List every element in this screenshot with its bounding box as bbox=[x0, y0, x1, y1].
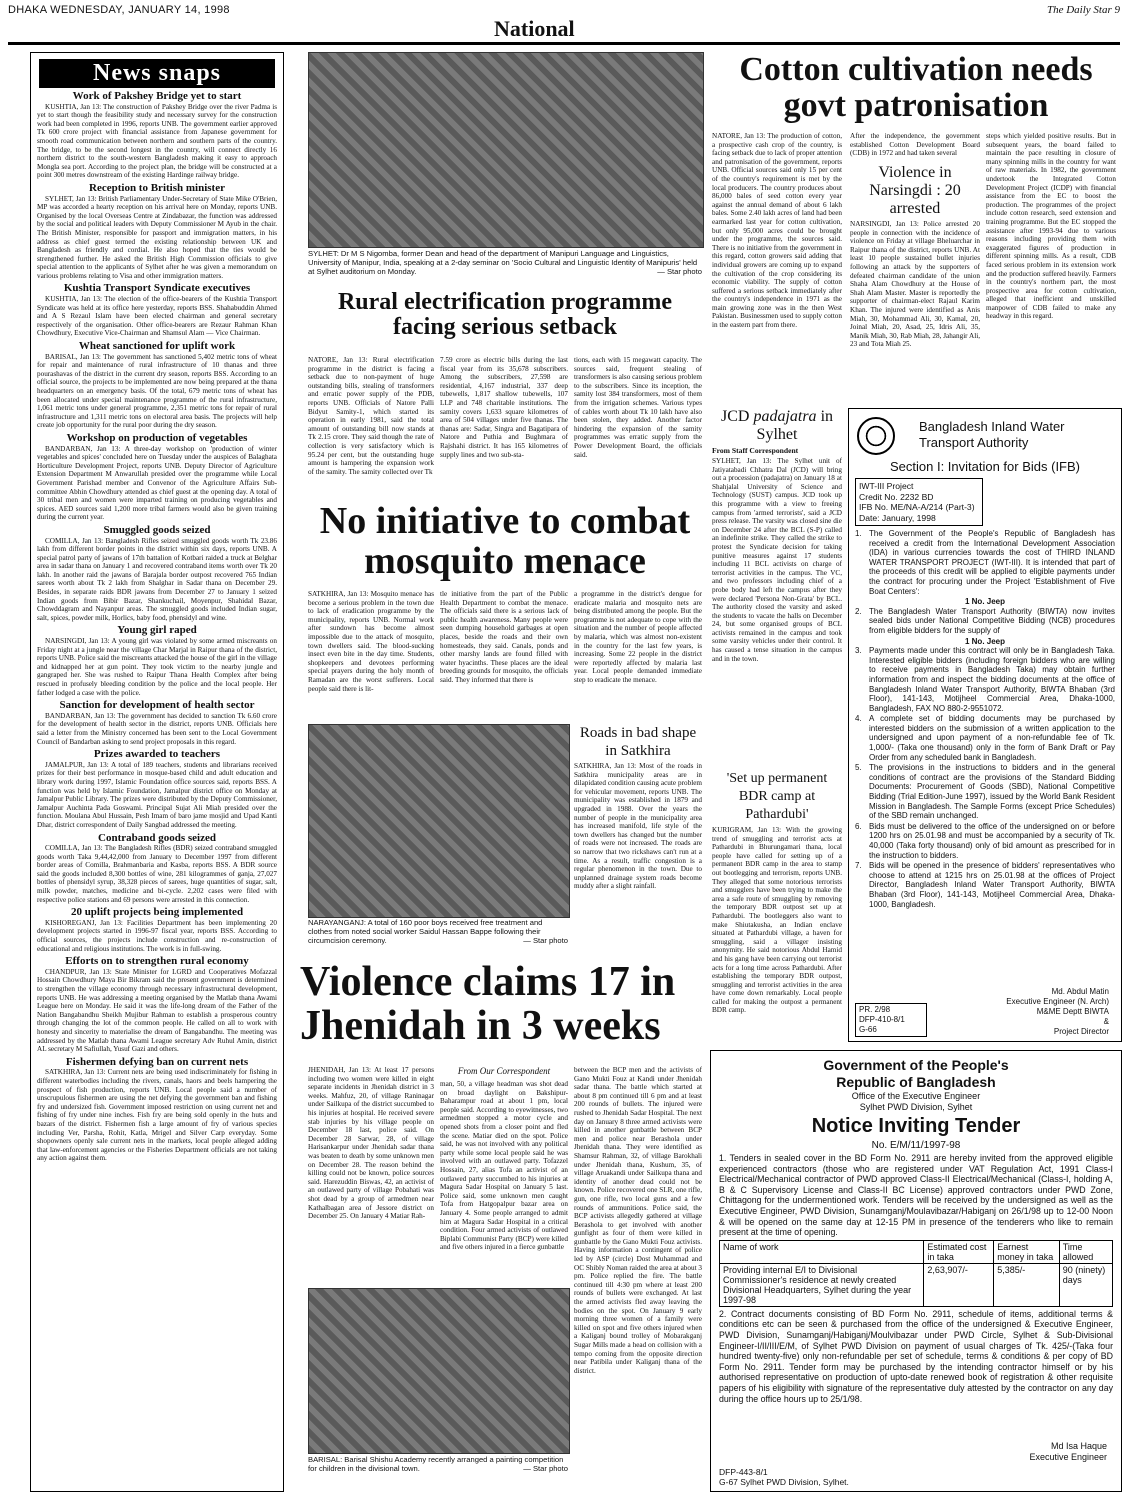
snap-body: SATKHIRA, Jan 13: Current nets are being used indiscriminately for fishing in different waterbodies including the rivers, canals, haors and beels hampering the prospect of fish production, reports UNB. Local people said a number of unscrupulous fishermen are using the net defying the government ban and fishing fry and undersized fish. Government imposed restriction on using current net and fishing of fry under nine inches. Fish fry are being sold openly in the huts and bazars of the district. Fishermen fish a large amount of fry of various species including Ver, Parsha, Rohit, Katla, Mrigel and Silver Carp everyday. Some shopowners openly sale current nets in the markets, local people alleged adding that law-enforcement agencies or the Fisheries Department officials are not taking any action against them. bbox=[37, 1068, 277, 1163]
snap-headline: Sanction for development of health sector bbox=[59, 699, 255, 712]
snap-headline: Kushtia Transport Syndicate executives bbox=[63, 282, 251, 295]
snap-body: BANDARBAN, Jan 13: The government has decided to sanction Tk 6.60 crore for the development of health sector in the district, reports UNB. Officials here said a letter from the Ministry concerned has been sent to the Local Government Council of Bandarban asking to send project proposals in this regard. bbox=[37, 711, 277, 746]
pwd-gov: Government of the People's Republic of Bangladesh bbox=[823, 1057, 1009, 1090]
pwd-para-2: 2. Contract documents consisting of BD Form No. 2911, schedule of items, additional terms & conditions etc can be seen & purchased from the office of the undersigned & Executive Engineer, PWD Division, Sunamganj/Habiganj/Moulvibazar under PWD Circle, Sylhet & Sub-Divisional Engineer-I/II/III/E/M, of Sylhet PWD Division on payment of usual charges of Tk. 425/-(Taka four hundred twenty-five) only non-refundable per set of schedule, terms & conditions & per copy of BD Form No. 2911. Tender form may be purchased by the intending contractor himself or by his authorised representative on production of upto-date renewed book of registration & other requisite papers of his eligibility with signature of the representative duly attested by the contractor on any day during the office hours up to 25/1/98. bbox=[719, 1308, 1113, 1404]
pwd-office: Office of the Executive Engineer Sylhet PWD Division, Sylhet bbox=[851, 1091, 981, 1112]
snap-headline: Prizes awarded to teachers bbox=[93, 748, 221, 761]
biwta-ifb-ad bbox=[848, 408, 1122, 1042]
biwta-clause: 2. The Bangladesh Water Transport Authority (BIWTA) now invites sealed bids under National Competitive Bidding (NCB) procedures from eligible bidders for the supply of bbox=[855, 606, 1115, 635]
biwta-meta-line: IFB No. ME/NA-A/214 (Part-3) bbox=[859, 502, 975, 512]
seminar-photo bbox=[308, 52, 704, 248]
biwta-clause: 3. Payments made under this contract will only be in Bangladesh Taka. Interested eligible bidders (including foreign bidders who are willing to receive payments in Bangladesh Taka) may obtain further information from and inspect the bidding documents at the office of Bangladesh Inland Water Transport Authority, BIWTA Bhaban (3rd Floor), 141-143, Motijheel Commercial Area, Dhaka-1000, Bangladesh, FAX NO 880-2-9551072. bbox=[855, 646, 1115, 713]
news-snaps-box bbox=[30, 52, 284, 1492]
rural-col-1: NATORE, Jan 13: Rural electrification programme in the district is facing a setback due to non-payment of huge outstanding bills, stealing of transformers and erratic power supply of the PDB, reports UNB. Officials of Natore Palli Bidyut Samity-1, which started its operation in early 1981, said the total amount of outstanding bill now stands at Tk 2.15 crore. They said though the rate of collection is very satisfactory which is 95.24 per cent, but the outstanding huge amount is hampering the expansion work of the samity. The samity collected over Tk bbox=[308, 356, 434, 476]
snap-body: COMILLA, Jan 13: Bangladesh Rifles seized smuggled goods worth Tk 23.86 lakh from different border points in the district within six days, reports UNB. A special patrol party of jawans of 17th battalion of Kotbari raided a truck at Belghar area in sadar thana on January 1 and recovered contraband items worth over Tk 20 lakh. In another raid the jawans of Barajala border outpost recovered 765 Indian sarees worth about Tk 2 lakh from Shalghar in Sadar thana on December 29. Besides, in separate raids BDR jawans from December 27 to January 1 seized Indian goods from Bibir Bazar, Shankuchail, Moyenpur, Shahidal Bazar, Chowddagram and Nayanpur areas. The smuggled goods included Indian sugar, salt, spices, powder milk, Horlics, baby food, phensidyl and wine. bbox=[37, 536, 277, 622]
snap-headline: Contraband goods seized bbox=[98, 831, 216, 844]
biwta-clauses bbox=[849, 526, 1121, 909]
biwta-org: Bangladesh Inland Water Transport Authority bbox=[919, 419, 1065, 450]
snap-headline: Smuggled goods seized bbox=[103, 523, 211, 536]
barisal-photo bbox=[308, 1288, 570, 1454]
snap-headline: 20 uplift projects being implemented bbox=[70, 906, 244, 919]
biwta-meta bbox=[855, 478, 983, 526]
roads-body: SATKHIRA, Jan 13: Most of the roads in Satkhira municipality areas are in dilapidated condition causing acute problem for vehicular movement, reports UNB. The municipality was established in 1879 and upgraded in 1988. Over the years the number of people in the municipality area has increased manifold, life style of the town dwellers has changed but the number of roads were not increased. The roads are so narrow that two rickshaws can't run at a time. As a result, traffic congestion is a regular phenomenon in the town. Due to unplanned drainage system roads become muddy after a slight rainfall. bbox=[574, 762, 702, 891]
biwta-ref bbox=[855, 1003, 927, 1037]
pwd-tender-ad bbox=[710, 1050, 1122, 1492]
seminar-photo-caption: SYLHET: Dr M S Nigomba, former Dean and head of the department of Manipuri Language and Linguistics, University of Manipur, India, speaking at a 2-day seminar on 'Socio Cultural and Linguistic Identity of Manipuris' held at Sylhet auditorium on Monday. — Star photo bbox=[308, 249, 702, 276]
news-snaps-title: News snaps bbox=[39, 59, 275, 88]
pwd-signature: Md Isa Haque Executive Engineer bbox=[1029, 1441, 1107, 1462]
news-snaps-list bbox=[31, 92, 283, 1163]
pwd-para-1: 1. Tenders in sealed cover in the BD Form No. 2911 are hereby invited from the approved eligible experienced contractors (those who are registered under VAT Regulation Act, 1991 Class-I Electrical/Mechanical contractor of PWD approved Class-II Electrical/Mechanical (Class-I, holding A, B & C Supervisory License and Class-II BC License) approved contractors under PWD Zone, Chittagong for the undermentioned work. Tenders will be received by the undersigned as well as the Executive Engineer, PWD Division, Sunamganj/Moulavibazar/Habiganj on 26/1/98 up to 12-00 Noon & will be opened on the same day at 12-15 PM in presence of the tenderers who like to remain present at the time of opening. bbox=[719, 1153, 1113, 1238]
pwd-table-cell: Providing internal E/I to Divisional Commissioner's residence at newly created Divisional Headquarters, Sylhet during the year 1997-98 bbox=[720, 1263, 924, 1306]
biwta-ref-line: DFP-410-8/1 bbox=[859, 1015, 905, 1024]
bdr-story bbox=[712, 770, 842, 1040]
bdr-headline: 'Set up permanent BDR camp at Pathardubi' bbox=[726, 771, 828, 822]
jcd-byline: From Staff Correspondent bbox=[712, 446, 799, 455]
section-title: National bbox=[488, 16, 581, 42]
biwta-logo-icon bbox=[857, 417, 895, 455]
snap-body: KUSHTIA, Jan 13: The construction of Pakshey Bridge over the river Padma is yet to start though the feasibility study and necessary survey for the construction work had been completed in 1996, reports UNB. The government earlier approved Tk 600 crore project with financial assistance from Japanese government for smooth road communication between northern and southern parts of the country. The bridge, to be the second longest in the country, will connect directly 16 northern district to the south-western Bangladesh making it easy to approach Mongla sea port. According to the project plan, the bridge will be constructed at a point 300 metres downstream of the existing Hardinge railway bridge. bbox=[37, 102, 277, 180]
biwta-signature bbox=[1006, 987, 1109, 1037]
cotton-headline: Cotton cultivation needs govt patronisation bbox=[739, 52, 1093, 124]
biwta-ref-line: G-66 bbox=[859, 1025, 877, 1034]
pwd-table-header: Time allowed bbox=[1059, 1240, 1112, 1263]
barisal-photo-caption: BARISAL: Barisal Shishu Academy recently arranged a painting competition for children in the divisional town. — Star photo bbox=[308, 1455, 568, 1473]
narayanganj-photo-caption: NARAYANGANJ: A total of 160 poor boys received free treatment and clothes from noted social worker Saidul Hassan Bappe following their circumcision ceremony. — Star photo bbox=[308, 918, 568, 945]
biwta-sign-line: M&ME Deptt BIWTA bbox=[1036, 1007, 1109, 1016]
biwta-item: 1 No. Jeep bbox=[964, 597, 1005, 607]
snap-body: SYLHET, Jan 13: British Parliamentary Under-Secretary of State Mike O'Brien, MP was accorded a hearty reception on his arrival here on Monday, reports UNB. Organised by the local Overseas Centre at Zindabazar, the function was addressed by the social and political leaders with Deputy Commissioner M Ayub in the chair. The British Minister, responsible for passport and immigration matters, in his address as chief guest termed the existing relationship between UK and Bangladesh as friendly and cordial. He also hoped that the ties would be strengthened further. He asked the British High Commission officials to give special attention to the applicants of Sylhet after he was given a memorandum on various problems relating to Visa and other immigration matters. bbox=[37, 194, 277, 280]
cotton-col-2: After the independence, the government established Cotton Development Board (CDB) in 1972 and had taken several bbox=[850, 132, 980, 158]
jcd-headline: JCD padajatra in Sylhet bbox=[720, 408, 834, 443]
narsingdi-body: NARSINGDI, Jan 13: Police arrested 20 people in connection with the incidence of violence on Friday at village Bheluarchar in Raipur thana of the district, reports UNB. At least 10 people sustained bullet injuries following an attack by the supporters of defeated chairman candidate of the union Shaha Alam Chowdhury at the House of Shah Alam Master. Master is reportedly the supporter of chairman-elect Rajaul Karim Khan. The injured were identified as Anis Miah, 30, Mohammad Ali, 30, Kamal, 20, Joinal Miah, 20, Asad, 25, Idris Ali, 35, Manik Miah, 30, Rab Miah, 28, Jahangir Ali, 23 and Tota Miah 25. bbox=[850, 220, 980, 349]
snap-headline: Wheat sanctioned for uplift work bbox=[78, 340, 236, 353]
mosquito-col-1: SATKHIRA, Jan 13: Mosquito menace has become a serious problem in the town due to lack of eradication programme by the municipality, reports UNB. Normal work after sundown has become almost impossible due to the attack of mosquito, town dwellers said. The blood-sucking insect even bite in the day time. Students, shopkeepers and devotees performing special prayers during the holy month of Ramadan are the worst sufferers. Local people said there is lit- bbox=[308, 590, 434, 693]
narayanganj-photo bbox=[308, 724, 570, 918]
cotton-col-3: steps which yielded positive results. But in subsequent years, the board failed to maintain the pace resulting in closure of many spinning mills in the country for want of raw materials. In 1982, the government undertook the Integrated Cotton Development Project (ICDP) with financial assistance from the EC to boost the production. The programmes of the project include cotton research, seed extension and training programme. But the EC stopped the assistance after 1993-94 due to various reasons including providing them with exaggerated figures of production in different spinning mills. As a result, CDB faced serious problem in its extension work and the production suffered heavily. Farmers in the country's northern part, the most prospective area for cotton cultivation, alleged that inefficient and unskilled manpower of CDB failed to make any headway in this regard. bbox=[986, 132, 1116, 321]
rural-col-2: 7.59 crore as electric bills during the last fiscal year from its 35,678 subscribers. Among the subscribers, 27,598 are residential, 4,167 industrial, 337 deep tubewells, 1,817 shallow tubewells, 107 LLP and 748 charitable institutions. The samity covers 1,633 square kilometres of area of 504 villages under five thanas. The thanas are: Sadar, Singra and Bagatipara of Natore and Puthia and Bughmara of Rajshahi district. It has 165 kilometres of supply lines and two sub-sta- bbox=[440, 356, 568, 459]
snap-body: BARISAL, Jan 13: The government has sanctioned 5,402 metric tons of wheat for repair and maintenance of rural infrastructure of 10 thanas and three pourashavas of the district in the current dry season, reports BSS. According to an official source, the projects to be implemented are now being prepared at the thana headquarters on an emergency basis. Of the total, 679 metric tons of wheat has been allocated under special maintenance programme of the rural infrastructure, 1,061 metric tons under general programme, 2,351 metric tons for repair of rural infrastructure and 1,311 metric tons on electoral area basis. The projects will help create job opportunity for the rural poor during the dry season. bbox=[37, 352, 277, 430]
biwta-item: 1 No. Jeep bbox=[964, 636, 1005, 646]
biwta-sign-line: Project Director bbox=[1053, 1027, 1109, 1036]
pwd-table-cell: 90 (ninety) days bbox=[1059, 1263, 1112, 1306]
bdr-body: KURIGRAM, Jan 13: With the growing trend of smuggling and terrorist acts at Pathardubi in Bhurungamari thana, local people have called for setting up of a permanent BDR camp in the area to stamp out bootlegging and terrorism, reports UNB. They alleged that some notorious terrorists and smugglers have been trying to make the area a safe route of smuggling by removing the temporary BDR outpost set up at Pathardubi. The bootleggers also want to make Shiutakusha, an Indian enclave situated at Pathardubi village, a haven for smuggling, said a villager insisting anonymity. He said notorious Abdul Hamid and his gang have been carrying out terrorist acts for a long time across Pathardubi. After establishing the temporary BDR outpost, smuggling and terrorist activities in the area have come down remarkably. Local people called for making the outpost a permanent BDR camp. bbox=[712, 826, 842, 1015]
biwta-clause: 5. The provisions in the instructions to bidders and in the general conditions of contract are the provisions of the Standard Bidding Documents: Procurement of Goods (SBD), National Competitive Bidding (Trial Edition-June 1997), issued by the World Bank Resident Mission in Bangladesh. The Sample Forms (except Price Schedules) of the SBD remain unchanged. bbox=[855, 763, 1115, 821]
paper-name: The Daily Star 9 bbox=[1046, 4, 1120, 16]
jhenidah-headline: Violence claims 17 in Jhenidah in 3 weeks bbox=[300, 960, 676, 1050]
snap-body: JAMALPUR, Jan 13: A total of 189 teachers, students and librarians received prizes for their best performance in mosque-based child and adult education and library work during 1997, Islamic Foundation office sources said, reports BSS. A function was held by Islamic Foundation, Jamalpur district office on Monday at Jamalpur Public Library. The prizes were distributed by the Deputy Commissioner, Jamalpur Auchinta Pada Goswami. Principal Sujat Ali Miah presided over the function. Moulana Abul Hussain, Pesh Imam of baro jame mosjid and Upad Kanti Dhar, district correspondent of Daily Sangbad addressed the meeting. bbox=[37, 760, 277, 829]
dateline: DHAKA WEDNESDAY, JANUARY 14, 1998 bbox=[8, 4, 230, 16]
rural-col-3: tions, each with 15 megawatt capacity. The sources said, frequent stealing of transformers is also causing serious problem to the subscribers. Since its inception, the samity lost 384 transformers, most of them from the irrigation schemes. Various types of cables worth about Tk 10 lakh have also been stolen, they added. Another factor hindering the expansion of the samity programmes was erratic supply from the Power Development Board, the officials said. bbox=[574, 356, 702, 459]
snap-headline: Reception to British minister bbox=[89, 181, 225, 194]
biwta-ref-line: PR. 2/98 bbox=[859, 1005, 891, 1014]
snap-body: NARSINGDI, Jan 13: A young girl was violated by some armed miscreants on Friday night at a jungle near the village Char Marjal in Raipur thana of the district, reports UNB. Police said the miscreants attacked the house of the girl in the village and kidnapped her at gun point. They took victim to the nearby jungle and gangraped her. She was rushed to Raipur Thana Health Complex after being rescued in profusely bleeding condition by the police and the local people. Her father lodged a case with the police. bbox=[37, 637, 277, 697]
pwd-table-header: Estimated cost in taka bbox=[924, 1240, 994, 1263]
biwta-clause: 7. Bids will be opened in the presence of bidders' representatives who choose to attend at 1215 hrs on 25.01.98 at the offices of Project Director, Bangladesh Inland Water Transport Authority, BIWTA Bhaban (3rd Floor), 141-143, Motijheel Commercial Area, Dhaka-1000, Bangladesh. bbox=[855, 861, 1115, 909]
pwd-title: Notice Inviting Tender bbox=[811, 1115, 1021, 1137]
snap-body: CHANDPUR, Jan 13: State Minister for LGRD and Cooperatives Mofazzal Hossain Chowdhury Maya Bir Bikram said the present government is determined to strengthen the village economy through necessary infrastructural development, reports UNB. He was addressing a meeting organised by the Matlab thana Awami League here on Monday. He said it was the life-long dream of the Father of the Nation Bangabandhu Sheikh Mujibur Rahman to establish a prosperous country through changing the lot of the common people. He called on all to work with honesty and sincerity to materialise the dream of Bangabandhu. The meeting was addressed by the Matlab thana Awami League secretary Adv Ruhul Amin, district AL secretary M Safiullah, Yusuf Gazi and others. bbox=[37, 967, 277, 1054]
pwd-work-table bbox=[719, 1240, 1113, 1307]
narsingdi-story bbox=[850, 164, 980, 402]
pwd-table-header: Name of work bbox=[720, 1240, 924, 1263]
jhenidah-col-1: JHENIDAH, Jan 13: At least 17 persons including two women were killed in eight separate incidents in Jhenidah district in 3 weeks. Mahfuz, 20, of village Raninagar under Sailkupa of the district succumbed to his injuries at hospital. He received severe stab injuries by his village people on December 18 last, police said. On December 28 Sarwar, 28, of village Harisankarpur under Jhenidah sadar thana was beaten to death by some unknown men on December 28. The reason behind the killing could not be known, police sources said. Harezuddin Biswas, 42, an activist of an outlawed party of village Pobahati was shot dead by a group of armedmen near Kathalbagan area of Jessore district on December 25. On January 4 Matiar Rah- bbox=[308, 1066, 434, 1221]
snap-body: BANDARBAN, Jan 13: A three-day workshop on 'production of winter vegetables and spices' concluded here on Tuesday under the auspices of Balaghata Horticulture Development Project, reports UNB. Deputy Director of Agriculture Extension Department M Anwarullah presided over the programme while Local Government Parishad member and Convenor of the Agriculture Affairs Sub-committee Abhin Chowdhury attended as chief guest at the opening day. A total of 30 tribal men and women were imparted training on producing vegetables and spices. AED sources said 1,200 more tribal farmers would also be given training during the current year. bbox=[37, 444, 277, 522]
masthead bbox=[8, 0, 1120, 45]
snap-headline: Young girl raped bbox=[117, 624, 197, 637]
biwta-sign-line: Executive Engineer (N. Arch) bbox=[1006, 997, 1109, 1006]
snap-body: COMILLA, Jan 13: The Bangladesh Rifles (BDR) seized contraband smuggled goods worth Taka 9,44,42,000 from January to December 1997 from different border areas of Comilla, Brahmanbaria and Kasba, reports BSS. A BDR source said the goods included 8,300 bottles of wine, 281 kilogrammes of ganja, 27,027 bottles of phensidyl syrup, 38,328 pieces of sarees, huge quantities of sugar, salt, milk powder, matches, medicine and bi-cycle. 2,202 cases were filed with respective police stations and 69 persons were arrested in this connection. bbox=[37, 844, 277, 904]
biwta-clause: 4. A complete set of bidding documents may be purchased by interested bidders on the submission of a written application to the undersigned and upon payment of a non-refundable fee of Tk. 1,000/- (Taka one thousand) only in the form of Bank Draft or Pay Order from any scheduled bank in Bangladesh. bbox=[855, 714, 1115, 762]
pwd-table-cell: 5,385/- bbox=[994, 1263, 1060, 1306]
jhenidah-byline: From Our Correspondent bbox=[457, 1066, 551, 1076]
snap-headline: Work of Pakshey Bridge yet to start bbox=[72, 90, 242, 102]
rural-electrification-headline: Rural electrification programme facing serious setback bbox=[337, 290, 673, 341]
jcd-story bbox=[712, 408, 842, 764]
biwta-clause: 6. Bids must be delivered to the office of the undersigned on or before 1200 hrs on 25.01.98 and must be accompanied by a security of Tk. 40,000 (Taka forty thousand) only of bid amount as prescribed for in the instruction to bidders. bbox=[855, 821, 1115, 860]
jcd-body: SYLHET, Jan 13: The Sylhet unit of Jatiyatabadi Chhatra Dal (JCD) will bring out a procession (padajatra) on January 18 at Shahjalal University of Science and Technology (SUST) campus. JCD took up this programme with a view to freeing campus from 'armed terrorists', said a JCD press release. The varsity was closed sine die on December 24 after the BCL (S-P) called an indefinite strike. They called the strike to protest the Syndicate decision for taking punitive measures against 17 students including 11 BCL activists on charge of terrorist activities in the campus. The VC, and two professors including chief of a probe body had left the campus after they were declared 'Persona Non-Grata' by BCL. The authority closed the varsity and asked the students to vacate the halls on December 24, but some organised groups of BCL activists remained in the campus and took some varsity vehicles under their control. It has caused a tense situation in the campus and in the town. bbox=[712, 457, 842, 663]
roads-story bbox=[574, 724, 702, 958]
pwd-table-cell: 2,63,907/- bbox=[924, 1263, 994, 1306]
mosquito-col-3: a programme in the district's dengue for eradicate malaria and mosquito nets are being distributed among the people. But the programme is not adequate to cope with the situation and the number of people affected by malaria, which was almost non-existent in the country for the last few years, is increasing. Some 22 people in the district were reportedly affected by malaria last year. Local people demanded immediate step to eradicate the menace. bbox=[574, 590, 702, 684]
pwd-number: No. E/M/11/1997-98 bbox=[871, 1140, 961, 1151]
narsingdi-headline: Violence in Narsingdi : 20 arrested bbox=[869, 164, 961, 217]
cotton-col-1: NATORE, Jan 13: The production of cotton, a prospective cash crop of the country, is facing setback due to lack of proper attention and patronisation of the government, reports UNB. Official sources said only 15 per cent of the country's requirement is met by the local producers. The country produces about 86,000 bales of seed cotton every year against the annual demand of about 6 lakh bales. Some 2.40 lakh acres of land had been earmarked last year for cotton cultivation, but only 95,000 acres could be brought under the programme, the sources said. There is no initiative from the government in this regard, cotton growers said adding that individual growers are coming up to expand the cultivation of the crop considering its economic viability. The supply of cotton suffered a serious setback immediately after the country's independence in 1971 as the main growing zone was in the then West Pakistan. Businessmen used to supply cotton in the eastern part from there. bbox=[712, 132, 842, 330]
snap-body: KUSHTIA, Jan 13: The election of the office-bearers of the Kushtia Transport Syndicate was held at its office here yesterday, reports BSS. Shahabuddin Ahmed and A S Rezaul Islam have been elected chairman and general secretary respectively of the organisation. Other office-bearers are Rezaur Rahman Khan Chowdhury, Executive Vice-Chairman and Shamsul Alam — Vice Chairman. bbox=[37, 295, 277, 338]
biwta-clause: 1. The Government of the People's Republic of Bangladesh has received a credit from the International Development Association (IDA) in various currencies towards the cost of THIRD INLAND WATER TRANSPORT PROJECT (IWT-III). It is intended that part of the proceeds of this credit will be applied to eligible payments under the contract for procuring under the Project 'Establishment of Five Boat Centers': bbox=[855, 529, 1115, 596]
jhenidah-col-3: between the BCP men and the activists of Gano Mukti Fouz at Kandi under Jhenidah sadar thana. The battle which started at about 8 pm continued till 6 pm and at least 200 rounds of bullets. The injured were rushed to Jhenidah Sadar Hospital. The next day on January 8 three armed activists were killed in another gunbattle between BCP men and police near Berashola under Jhenidah thana. They were identified as Shamsur Rahman, 32, of village Barokhali under Jhenidah thana, Kushum, 35, of village Aruakandi under Sailkupa thana and identity of another dead could not be known. Police recovered one SLR, one rifle, gun, one rifle, two local guns and a few rounds of ammunitions. Police said, the BCP activists allegedly gathered at village Berashola to get involved with another gunfight as four of them were killed in gunbattle by the Gano Mukti Fouz activists. Having information a contingent of police led by ASP (circle) Dost Muhammad and OC Shibly Noman raided the area at about 3 pm. Police replied the fire. The battle continued till 4:30 pm where at least 200 rounds of bullets were exchanged. At last the armed activists fled away leaving the bodies on the spot. On January 9 early morning three women of a family were killed on spot and five others injured when a Kaliganj bound trolley of Mobarakganj Sugar Mills made a head on collision with a tempo coming from the opposite direction near Patibila under Kaliganj thana of the district. bbox=[574, 1066, 702, 1375]
mosquito-headline: No initiative to combat mosquito menace bbox=[319, 502, 691, 582]
biwta-meta-line: IWT-III Project bbox=[859, 481, 914, 491]
biwta-sign-line: & bbox=[1103, 1017, 1109, 1026]
snap-headline: Workshop on production of vegetables bbox=[66, 431, 248, 444]
biwta-meta-line: Credit No. 2232 BD bbox=[859, 491, 934, 502]
biwta-meta-line: Date: January, 1998 bbox=[859, 512, 936, 523]
jhenidah-col-2: man, 50, a village headman was shot dead on broad daylight on Bakshipur-Baharampur road at about 1 pm, local people said. According to eyewitnesses, two armedmen stopped a motor cycle and opened shots from a closer point and fled the scene. Matiar died on the spot. Police said, he was not involved with any political party while some local people said he was involved with an outlawed party. Tofazzel Hossain, 27, alias Tofa an activist of an outlawed party succumbed to his injuries at Magura Sadar Hospital on January 5 last. Police said, some unknown men caught Tofa from Hatgopalpur bazar area on January 4. Some people arranged to admit him at Magura Sadar Hospital in a critical condition. Four armed activists of outlawed Biplabi Communist Party (BCP) were killed and five others injured in a fierce gunbattle bbox=[440, 1080, 568, 1252]
snap-headline: Fishermen defying ban on current nets bbox=[65, 1055, 249, 1068]
pwd-table-header: Earnest money in taka bbox=[994, 1240, 1060, 1263]
snap-headline: Efforts on to strengthen rural economy bbox=[65, 955, 249, 968]
snap-body: KISHOREGANJ, Jan 13: Facilities Department has been implementing 20 development projects started in 1996-97 fiscal year, reports BSS. According to official sources, the projects include construction and re-construction of educational and religious institutions. The work is in full-swing. bbox=[37, 918, 277, 953]
mosquito-col-2: tle initiative from the part of the Public Health Department to combat the menace. The officials said there is a serious lack of public health awareness. Many people were seen dumping household garbages at open places, beside the roads and their own homesteads, they said. Canals, ponds and other marshy lands are found filled with water hyacinths. These places are the ideal breeding grounds for mosquito, the officials said. They informed that there is bbox=[440, 590, 568, 684]
pwd-ref: DFP-443-8/1 G-67 Sylhet PWD Division, Sylhet. bbox=[719, 1467, 849, 1487]
biwta-sign-line: Md. Abdul Matin bbox=[1051, 987, 1109, 996]
biwta-section: Section I: Invitation for Bids (IFB) bbox=[889, 459, 1081, 474]
roads-headline: Roads in bad shape in Satkhira bbox=[579, 725, 697, 759]
